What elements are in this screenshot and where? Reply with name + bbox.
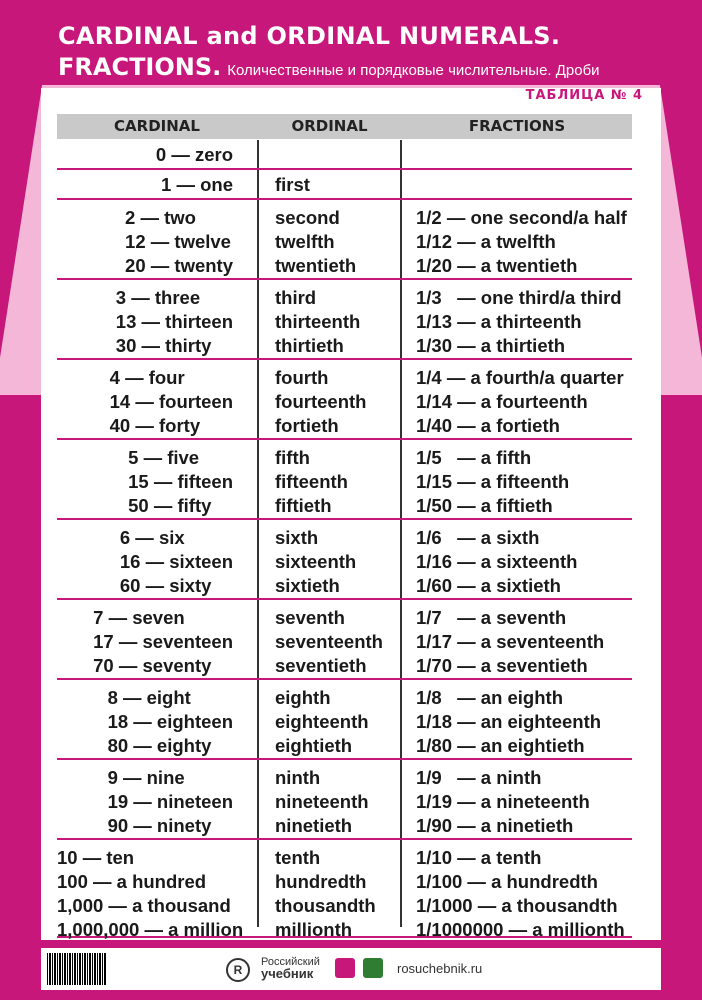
cardinal-lines: [93, 606, 233, 678]
fractions-line: 1/9 — a ninth: [416, 767, 542, 788]
numerals-table: [57, 140, 632, 938]
ordinal-line: third: [275, 287, 317, 308]
fractions-line: 1/2 — one second/a half: [416, 207, 627, 228]
cardinal-line: 4 — four: [109, 367, 185, 388]
ordinal-line: eighteenth: [275, 711, 369, 732]
fractions-line: 1/1000 — a thousandth: [416, 895, 618, 916]
cardinal-lines: [161, 173, 233, 197]
cardinal-line: 18 — eighteen: [107, 711, 233, 732]
website-link[interactable]: rosuchebnik.ru: [397, 961, 483, 976]
ordinal-line: nineteenth: [275, 791, 369, 812]
ordinal-line: seventeenth: [275, 631, 383, 652]
ordinal-line: fourth: [275, 367, 329, 388]
fractions-line: 1/90 — a ninetieth: [416, 815, 574, 836]
fractions-line: [416, 173, 632, 197]
fractions-cell: [402, 206, 632, 278]
ordinal-line: eighth: [275, 687, 331, 708]
cardinal-lines: [125, 206, 233, 278]
header-cardinal: CARDINAL: [114, 117, 200, 135]
fractions-cell: [402, 686, 632, 758]
cardinal-line: 0 — zero: [155, 144, 233, 165]
ordinal-cell: [257, 846, 402, 940]
cardinal-line: 3 — three: [115, 287, 201, 308]
table-row: [57, 280, 632, 360]
cardinal-line: 30 — thirty: [115, 335, 212, 356]
ordinal-lines: [275, 686, 402, 758]
ordinal-cell: [257, 173, 402, 198]
ordinal-lines: [275, 446, 402, 518]
ordinal-line: ninetieth: [275, 815, 353, 836]
cardinal-lines: [120, 526, 233, 598]
ordinal-cell: [257, 366, 402, 438]
fractions-line: 1/19 — a nineteenth: [416, 791, 590, 812]
ordinal-line: seventh: [275, 607, 345, 628]
ordinal-line: fourteenth: [275, 391, 367, 412]
cardinal-cell: [57, 206, 257, 278]
cardinal-cell: [57, 846, 257, 940]
table-row: [57, 840, 632, 938]
cardinal-lines: [156, 143, 233, 167]
ordinal-lines: [275, 206, 402, 278]
fractions-line: 1/13 — a thirteenth: [416, 311, 582, 332]
cardinal-lines: [108, 686, 233, 758]
fractions-line: 1/15 — a fifteenth: [416, 471, 570, 492]
fractions-line: 1/16 — a sixteenth: [416, 551, 578, 572]
cardinal-line: 20 — twenty: [125, 255, 233, 276]
ordinal-cell: [257, 526, 402, 598]
cardinal-line: 50 — fifty: [128, 495, 212, 516]
ordinal-line: thirteenth: [275, 311, 361, 332]
fractions-lines: [416, 173, 632, 197]
ordinal-cell: [257, 766, 402, 838]
fractions-cell: [402, 173, 632, 198]
fractions-lines: [416, 526, 632, 598]
cardinal-line: 90 — ninety: [107, 815, 212, 836]
fractions-line: 1/3 — one third/a third: [416, 287, 622, 308]
title-line-2: [58, 53, 600, 81]
fractions-line: 1/17 — a seventeenth: [416, 631, 605, 652]
fractions-line: 1/100 — a hundredth: [416, 871, 598, 892]
ordinal-lines: [275, 526, 402, 598]
fractions-line: [416, 143, 632, 167]
cardinal-lines: [128, 446, 233, 518]
fractions-line: 1/60 — a sixtieth: [416, 575, 561, 596]
table-row: [57, 440, 632, 520]
cardinal-cell: [57, 446, 257, 518]
ordinal-cell: [257, 286, 402, 358]
table-row: [57, 520, 632, 600]
table-panel: [41, 88, 661, 940]
ordinal-line: sixtieth: [275, 575, 340, 596]
fractions-line: 1/6 — a sixth: [416, 527, 540, 548]
ordinal-lines: [275, 766, 402, 838]
cardinal-line: 14 — fourteen: [109, 391, 233, 412]
header-fractions: FRACTIONS: [468, 117, 566, 135]
ordinal-lines: [275, 846, 402, 942]
ordinal-line: eightieth: [275, 735, 353, 756]
ordinal-line: first: [275, 174, 310, 195]
cardinal-line: 1,000 — a thousand: [57, 895, 231, 916]
ordinal-line: thirtieth: [275, 335, 344, 356]
ordinal-line: fortieth: [275, 415, 339, 436]
table-row: [57, 600, 632, 680]
cardinal-cell: [57, 606, 257, 678]
table-header: [57, 114, 632, 139]
publisher-name: [261, 956, 320, 981]
fractions-line: 1/50 — a fiftieth: [416, 495, 553, 516]
fractions-line: 1/80 — an eightieth: [416, 735, 585, 756]
fractions-line: 1/1000000 — a millionth: [416, 919, 625, 940]
fractions-lines: [416, 846, 632, 942]
fractions-line: 1/40 — a fortieth: [416, 415, 560, 436]
cardinal-line: 8 — eight: [107, 687, 191, 708]
fractions-line: 1/30 — a thirtieth: [416, 335, 566, 356]
fractions-line: 1/8 — an eighth: [416, 687, 563, 708]
ordinal-lines: [275, 173, 402, 197]
cardinal-line: 40 — forty: [109, 415, 201, 436]
cardinal-line: 7 — seven: [93, 607, 185, 628]
fractions-line: 1/10 — a tenth: [416, 847, 542, 868]
fractions-lines: [416, 143, 632, 167]
ordinal-line: fiftieth: [275, 495, 332, 516]
cardinal-line: 100 — a hundred: [57, 871, 207, 892]
fractions-lines: [416, 366, 632, 438]
cardinal-cell: [57, 173, 257, 198]
fractions-cell: [402, 606, 632, 678]
cardinal-cell: [57, 526, 257, 598]
ordinal-line: twelfth: [275, 231, 335, 252]
ordinal-line: sixteenth: [275, 551, 357, 572]
cardinal-line: 60 — sixty: [119, 575, 212, 596]
fractions-line: 1/4 — a fourth/a quarter: [416, 367, 624, 388]
ordinal-line: thousandth: [275, 895, 376, 916]
cardinal-line: 9 — nine: [107, 767, 185, 788]
cardinal-line: 13 — thirteen: [115, 311, 233, 332]
ordinal-lines: [275, 606, 402, 678]
fractions-cell: [402, 526, 632, 598]
fractions-cell: [402, 446, 632, 518]
fractions-line: 1/70 — a seventieth: [416, 655, 588, 676]
publisher-name-small: Российский: [261, 956, 320, 968]
cardinal-line: 2 — two: [125, 207, 196, 228]
fractions-line: 1/18 — an eighteenth: [416, 711, 602, 732]
ordinal-lines: [275, 286, 402, 358]
table-row: [57, 680, 632, 760]
cardinal-line: 5 — five: [128, 447, 200, 468]
cardinal-line: 12 — twelve: [125, 231, 231, 252]
ordinal-cell: [257, 143, 402, 168]
drofa-logo-icon: [335, 958, 355, 978]
cardinal-line: 19 — nineteen: [107, 791, 233, 812]
cardinal-lines: [110, 366, 233, 438]
ordinal-lines: [275, 143, 402, 167]
ordinal-line: [275, 143, 402, 167]
title-fractions: FRACTIONS.: [58, 53, 222, 81]
fractions-lines: [416, 766, 632, 838]
fractions-lines: [416, 446, 632, 518]
header-ordinal: ORDINAL: [291, 117, 368, 135]
ordinal-line: millionth: [275, 919, 353, 940]
table-row: [57, 360, 632, 440]
ordinal-line: second: [275, 207, 340, 228]
table-row: [57, 170, 632, 200]
cardinal-line: 1,000,000 — a million: [57, 919, 244, 940]
ordinal-cell: [257, 446, 402, 518]
cardinal-line: 6 — six: [119, 527, 185, 548]
table-row: [57, 140, 632, 170]
fractions-lines: [416, 606, 632, 678]
fractions-cell: [402, 286, 632, 358]
fractions-line: 1/7 — a seventh: [416, 607, 567, 628]
ordinal-line: tenth: [275, 847, 321, 868]
fractions-line: 1/12 — a twelfth: [416, 231, 556, 252]
cardinal-lines: [108, 766, 233, 838]
cardinal-cell: [57, 366, 257, 438]
fractions-cell: [402, 846, 632, 940]
cardinal-line: 80 — eighty: [107, 735, 212, 756]
cardinal-line: 1 — one: [161, 174, 233, 195]
fractions-cell: [402, 766, 632, 838]
table-number: ТАБЛИЦА № 4: [525, 88, 643, 103]
fractions-lines: [416, 286, 632, 358]
ordinal-line: fifth: [275, 447, 310, 468]
fractions-line: 1/5 — a fifth: [416, 447, 532, 468]
ordinal-line: fifteenth: [275, 471, 348, 492]
cardinal-lines: [57, 846, 243, 942]
barcode-icon: [47, 953, 107, 985]
fractions-line: 1/20 — a twentieth: [416, 255, 578, 276]
title-line-1: CARDINAL and ORDINAL NUMERALS.: [58, 22, 561, 50]
ordinal-lines: [275, 366, 402, 438]
table-row: [57, 200, 632, 280]
cardinal-cell: [57, 686, 257, 758]
footer: [41, 948, 661, 990]
ordinal-line: hundredth: [275, 871, 367, 892]
fractions-lines: [416, 686, 632, 758]
ordinal-cell: [257, 686, 402, 758]
ordinal-line: sixth: [275, 527, 319, 548]
ordinal-line: seventieth: [275, 655, 367, 676]
fractions-line: 1/14 — a fourteenth: [416, 391, 588, 412]
ventana-logo-icon: [363, 958, 383, 978]
ordinal-cell: [257, 606, 402, 678]
cardinal-line: 10 — ten: [57, 847, 135, 868]
cardinal-line: 17 — seventeen: [93, 631, 233, 652]
publisher-name-big: учебник: [261, 966, 314, 981]
cardinal-lines: [116, 286, 233, 358]
cardinal-line: 16 — sixteen: [119, 551, 233, 572]
table-row: [57, 760, 632, 840]
ordinal-line: ninth: [275, 767, 321, 788]
ordinal-line: twentieth: [275, 255, 357, 276]
cardinal-cell: [57, 766, 257, 838]
cardinal-cell: [57, 286, 257, 358]
ordinal-cell: [257, 206, 402, 278]
fractions-cell: [402, 143, 632, 168]
fractions-cell: [402, 366, 632, 438]
publisher-logo-icon: R: [226, 958, 250, 982]
fractions-lines: [416, 206, 632, 278]
subtitle: Количественные и порядковые числительные. Дроби: [227, 62, 600, 79]
cardinal-line: 70 — seventy: [93, 655, 212, 676]
cardinal-cell: [57, 143, 257, 168]
cardinal-line: 15 — fifteen: [128, 471, 233, 492]
